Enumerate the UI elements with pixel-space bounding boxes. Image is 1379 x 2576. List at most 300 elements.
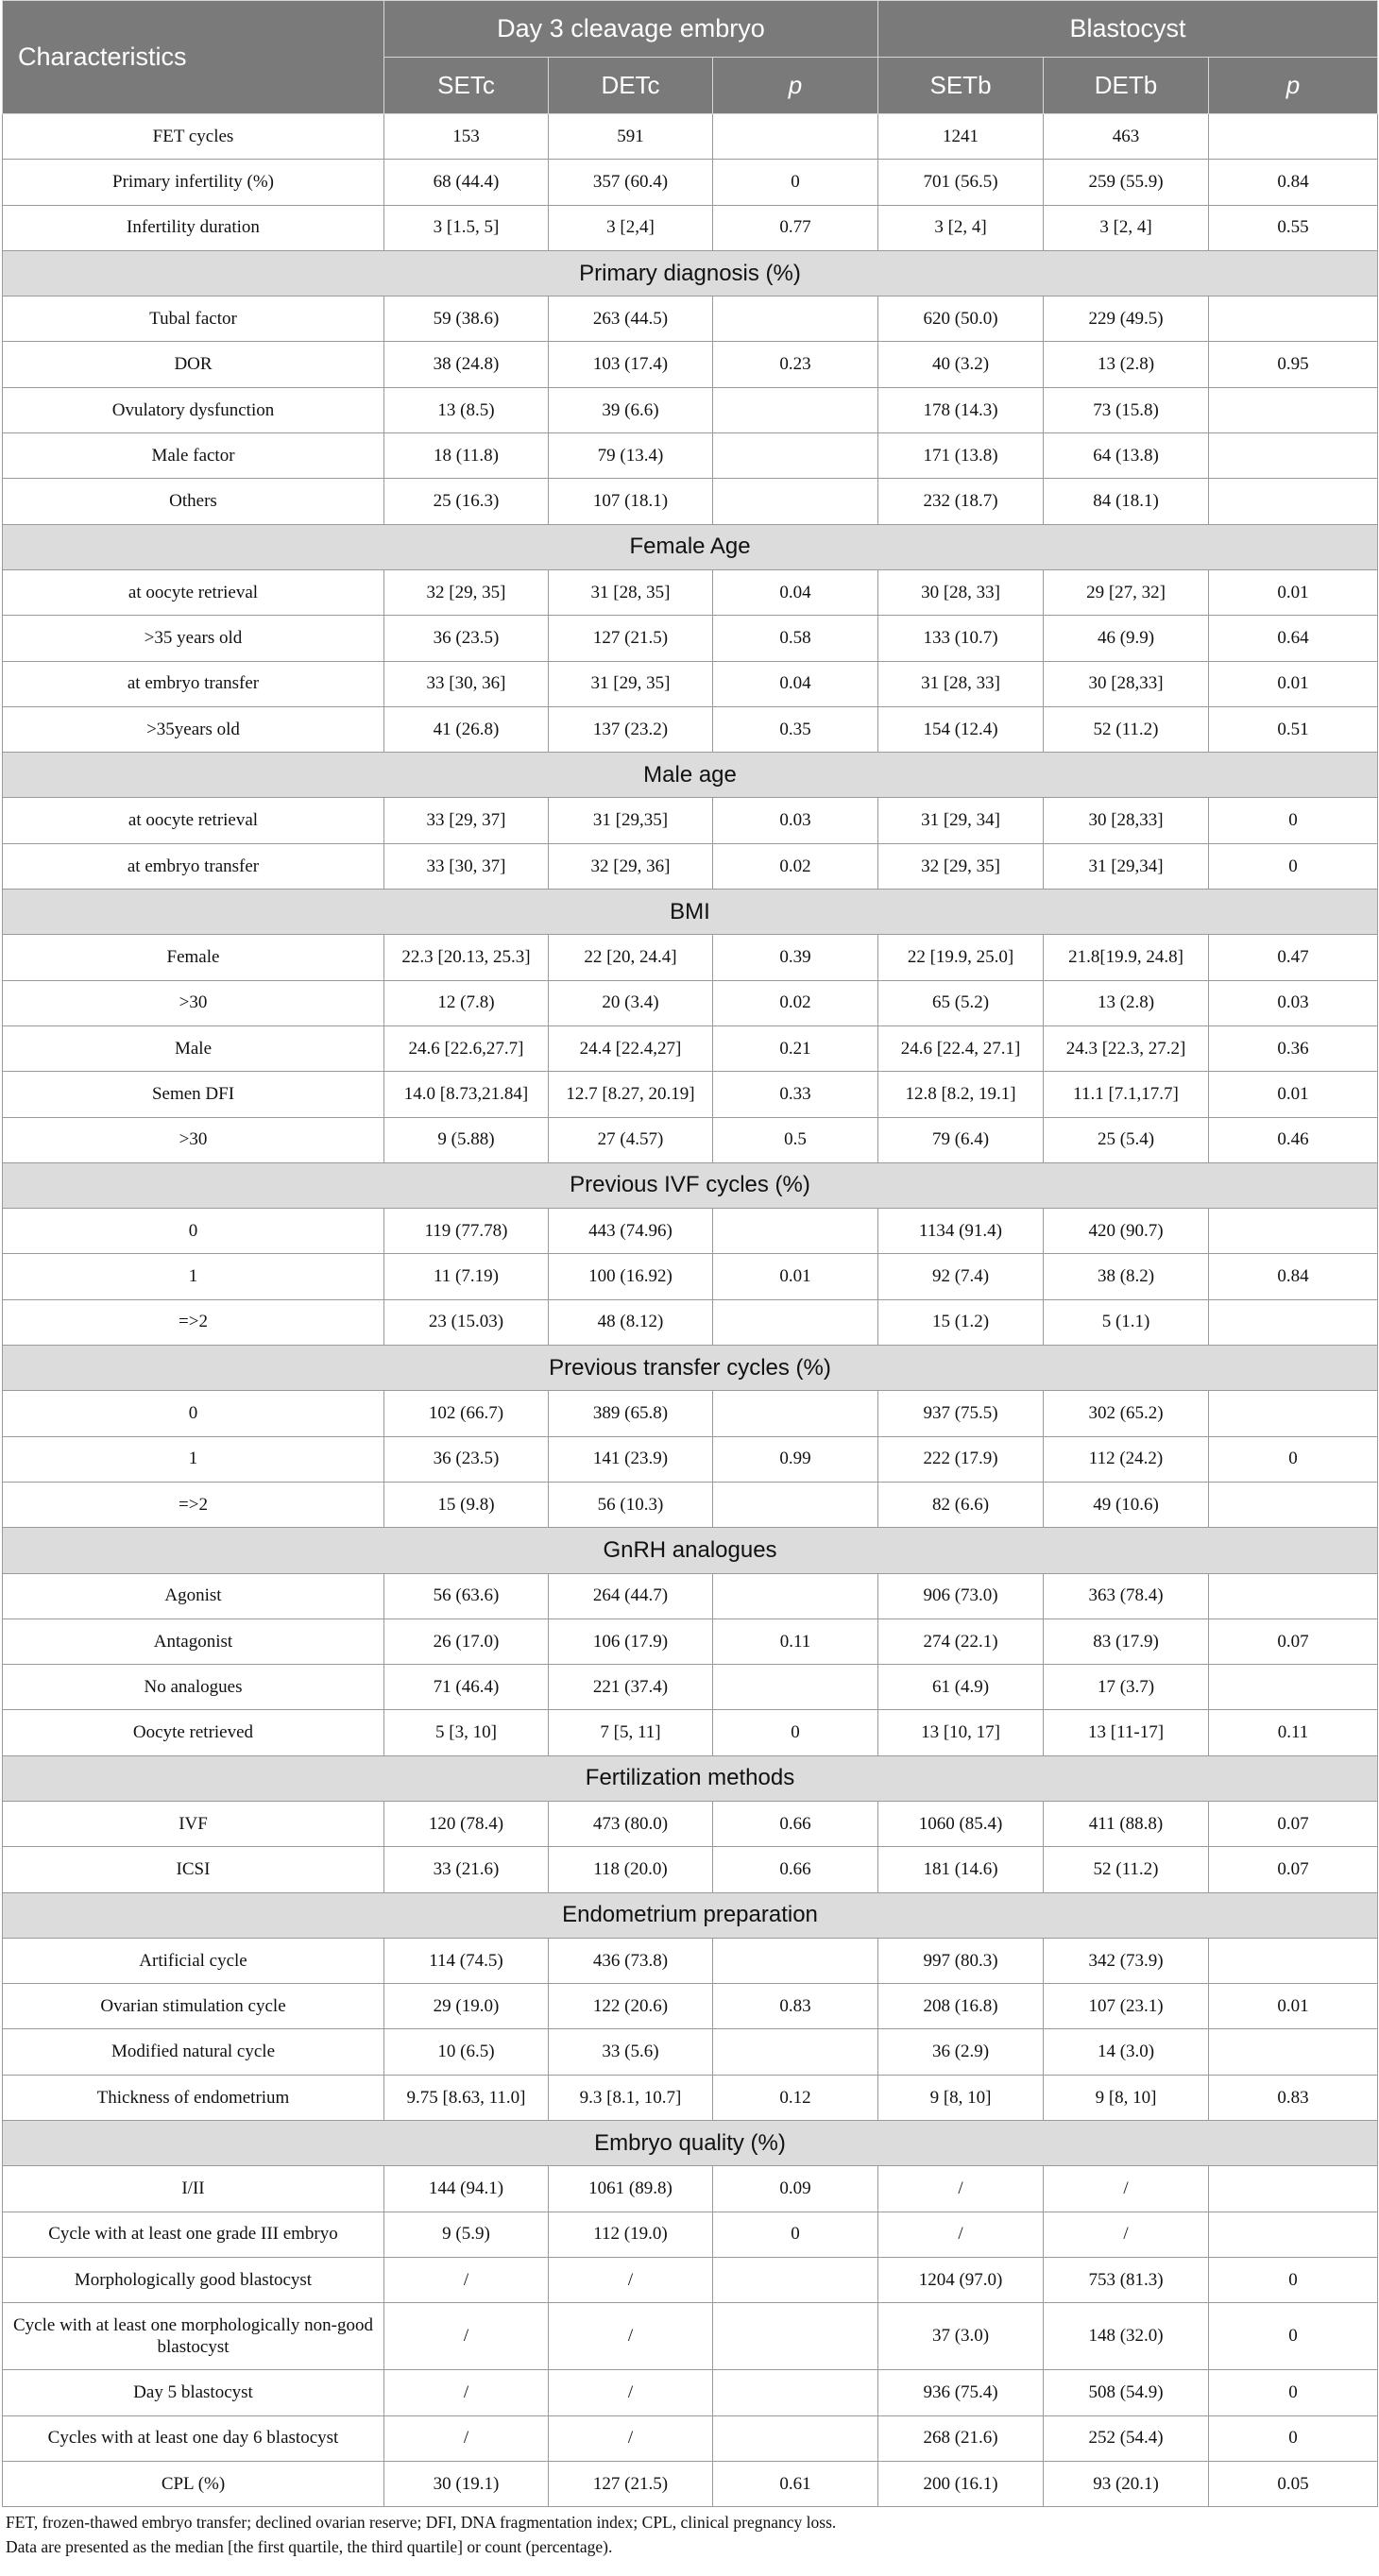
setc-cell: 36 (23.5) <box>384 1436 549 1482</box>
detb-cell: 11.1 [7.1,17.7] <box>1044 1072 1209 1117</box>
p-blastocyst-cell: 0.01 <box>1209 661 1378 706</box>
detb-cell: 46 (9.9) <box>1044 616 1209 661</box>
detc-cell: 20 (3.4) <box>549 980 713 1025</box>
row-label: Primary infertility (%) <box>3 160 384 205</box>
detb-cell: 252 (54.4) <box>1044 2415 1209 2461</box>
setb-cell: 222 (17.9) <box>878 1436 1044 1482</box>
detc-cell: 48 (8.12) <box>549 1299 713 1345</box>
p-cleavage-cell <box>713 1938 878 1983</box>
table-row <box>3 2415 1378 2461</box>
setb-cell: 1060 (85.4) <box>878 1801 1044 1846</box>
detb-cell: 52 (11.2) <box>1044 1847 1209 1892</box>
p-cleavage-cell: 0.02 <box>713 843 878 889</box>
col-header-p-blastocyst: p <box>1209 58 1378 114</box>
table-row <box>3 1710 1378 1755</box>
setc-cell: 29 (19.0) <box>384 1984 549 2029</box>
detc-cell: 31 [28, 35] <box>549 569 713 615</box>
row-label: ICSI <box>3 1847 384 1892</box>
detc-cell: 127 (21.5) <box>549 616 713 661</box>
detc-cell: 1061 (89.8) <box>549 2166 713 2212</box>
detc-cell: 357 (60.4) <box>549 160 713 205</box>
detc-cell: 221 (37.4) <box>549 1665 713 1710</box>
row-label: Thickness of endometrium <box>3 2075 384 2120</box>
setb-cell: 133 (10.7) <box>878 616 1044 661</box>
detc-cell: 112 (19.0) <box>549 2212 713 2257</box>
table-row <box>3 1618 1378 1664</box>
row-label: =>2 <box>3 1482 384 1527</box>
p-blastocyst-cell <box>1209 1209 1378 1254</box>
setc-cell: 153 <box>384 114 549 160</box>
setc-cell: / <box>384 2257 549 2302</box>
footnotes <box>2 2511 1377 2559</box>
setb-cell: 208 (16.8) <box>878 1984 1044 2029</box>
p-blastocyst-cell: 0.01 <box>1209 1984 1378 2029</box>
group-header-blastocyst: Blastocyst <box>878 1 1378 58</box>
p-cleavage-cell: 0.04 <box>713 661 878 706</box>
setc-cell: 24.6 [22.6,27.7] <box>384 1025 549 1071</box>
row-label: Cycles with at least one day 6 blastocyst <box>3 2415 384 2461</box>
detb-cell: 49 (10.6) <box>1044 1482 1209 1527</box>
section-header-row <box>3 1346 1378 1391</box>
row-label: Others <box>3 479 384 524</box>
p-cleavage-cell <box>713 2257 878 2302</box>
table-row <box>3 1801 1378 1846</box>
p-blastocyst-cell: 0 <box>1209 2415 1378 2461</box>
p-cleavage-cell: 0.12 <box>713 2075 878 2120</box>
p-blastocyst-cell <box>1209 2212 1378 2257</box>
p-cleavage-cell: 0.21 <box>713 1025 878 1071</box>
detc-cell: 141 (23.9) <box>549 1436 713 1482</box>
detc-cell: 33 (5.6) <box>549 2029 713 2075</box>
detb-cell: 3 [2, 4] <box>1044 205 1209 250</box>
p-cleavage-cell <box>713 1573 878 1618</box>
section-title: Previous transfer cycles (%) <box>3 1346 1378 1391</box>
p-cleavage-cell: 0.66 <box>713 1847 878 1892</box>
row-label: IVF <box>3 1801 384 1846</box>
p-blastocyst-cell: 0 <box>1209 843 1378 889</box>
row-label: Ovarian stimulation cycle <box>3 1984 384 2029</box>
p-cleavage-cell: 0 <box>713 1710 878 1755</box>
table-row <box>3 1573 1378 1618</box>
setc-cell: 38 (24.8) <box>384 342 549 387</box>
table-row <box>3 2029 1378 2075</box>
table-container <box>2 0 1377 2559</box>
row-label: CPL (%) <box>3 2461 384 2506</box>
table-row <box>3 342 1378 387</box>
setb-cell: 32 [29, 35] <box>878 843 1044 889</box>
detb-cell: 363 (78.4) <box>1044 1573 1209 1618</box>
table-row <box>3 1436 1378 1482</box>
setb-cell: 9 [8, 10] <box>878 2075 1044 2120</box>
footnote-data-format: Data are presented as the median [the first quartile, the third quartile] or count (percentage). <box>6 2536 613 2556</box>
p-cleavage-cell: 0.66 <box>713 1801 878 1846</box>
p-blastocyst-cell: 0.11 <box>1209 1710 1378 1755</box>
col-header-setb: SETb <box>878 58 1044 114</box>
row-label: Artificial cycle <box>3 1938 384 1983</box>
p-blastocyst-cell: 0.05 <box>1209 2461 1378 2506</box>
col-header-detb: DETb <box>1044 58 1209 114</box>
p-blastocyst-cell <box>1209 2029 1378 2075</box>
section-header-row <box>3 890 1378 935</box>
setc-cell: 26 (17.0) <box>384 1618 549 1664</box>
detb-cell: 30 [28,33] <box>1044 661 1209 706</box>
p-cleavage-cell <box>713 1209 878 1254</box>
setb-cell: 620 (50.0) <box>878 297 1044 342</box>
p-cleavage-cell <box>713 1665 878 1710</box>
p-blastocyst-cell <box>1209 297 1378 342</box>
setc-cell: 120 (78.4) <box>384 1801 549 1846</box>
p-cleavage-cell: 0.33 <box>713 1072 878 1117</box>
detc-cell: 27 (4.57) <box>549 1117 713 1162</box>
setb-cell: 1134 (91.4) <box>878 1209 1044 1254</box>
setb-cell: 200 (16.1) <box>878 2461 1044 2506</box>
setb-cell: 274 (22.1) <box>878 1618 1044 1664</box>
setc-cell: 13 (8.5) <box>384 387 549 432</box>
detb-cell: 24.3 [22.3, 27.2] <box>1044 1025 1209 1071</box>
section-title: GnRH analogues <box>3 1528 1378 1573</box>
p-cleavage-cell: 0.01 <box>713 1254 878 1299</box>
row-label: at oocyte retrieval <box>3 569 384 615</box>
setc-cell: 9 (5.9) <box>384 2212 549 2257</box>
p-cleavage-cell <box>713 433 878 479</box>
setb-cell: 37 (3.0) <box>878 2303 1044 2370</box>
detb-cell: 508 (54.9) <box>1044 2370 1209 2415</box>
detb-cell: 148 (32.0) <box>1044 2303 1209 2370</box>
row-label: Antagonist <box>3 1618 384 1664</box>
table-body <box>3 114 1378 2507</box>
detb-cell: 5 (1.1) <box>1044 1299 1209 1345</box>
setb-cell: 936 (75.4) <box>878 2370 1044 2415</box>
row-label: I/II <box>3 2166 384 2212</box>
detc-cell: 24.4 [22.4,27] <box>549 1025 713 1071</box>
detc-cell: 106 (17.9) <box>549 1618 713 1664</box>
detc-cell: 12.7 [8.27, 20.19] <box>549 1072 713 1117</box>
section-header-row <box>3 2121 1378 2166</box>
p-blastocyst-cell: 0.84 <box>1209 160 1378 205</box>
row-label: at oocyte retrieval <box>3 798 384 843</box>
characteristics-header: Characteristics <box>3 1 384 114</box>
section-header-row <box>3 1892 1378 1938</box>
p-blastocyst-cell: 0.64 <box>1209 616 1378 661</box>
detb-cell: 25 (5.4) <box>1044 1117 1209 1162</box>
p-blastocyst-cell: 0 <box>1209 2303 1378 2370</box>
p-blastocyst-cell: 0 <box>1209 798 1378 843</box>
section-title: Endometrium preparation <box>3 1892 1378 1938</box>
p-cleavage-cell <box>713 1299 878 1345</box>
p-cleavage-cell: 0.58 <box>713 616 878 661</box>
p-blastocyst-cell <box>1209 1573 1378 1618</box>
setb-cell: 30 [28, 33] <box>878 569 1044 615</box>
section-title: BMI <box>3 890 1378 935</box>
section-title: Previous IVF cycles (%) <box>3 1162 1378 1208</box>
detb-cell: 29 [27, 32] <box>1044 569 1209 615</box>
setb-cell: 906 (73.0) <box>878 1573 1044 1618</box>
table-row <box>3 2303 1378 2370</box>
table-row <box>3 569 1378 615</box>
row-label: >30 <box>3 980 384 1025</box>
table-row <box>3 1072 1378 1117</box>
p-cleavage-cell: 0.04 <box>713 569 878 615</box>
setb-cell: 12.8 [8.2, 19.1] <box>878 1072 1044 1117</box>
table-row <box>3 1847 1378 1892</box>
detb-cell: / <box>1044 2212 1209 2257</box>
detc-cell: 100 (16.92) <box>549 1254 713 1299</box>
setb-cell: 701 (56.5) <box>878 160 1044 205</box>
detb-cell: 73 (15.8) <box>1044 387 1209 432</box>
setc-cell: 33 [30, 36] <box>384 661 549 706</box>
table-row <box>3 2370 1378 2415</box>
row-label: 1 <box>3 1254 384 1299</box>
detc-cell: / <box>549 2415 713 2461</box>
footnote-abbreviations: FET, frozen-thawed embryo transfer; declined ovarian reserve; DFI, DNA fragmentation index; CPL, clinical pregnancy loss. <box>6 2513 837 2533</box>
detb-cell: 13 (2.8) <box>1044 342 1209 387</box>
row-label: Cycle with at least one morphologically non-good blastocyst <box>3 2303 384 2370</box>
detb-cell: 38 (8.2) <box>1044 1254 1209 1299</box>
detc-cell: 32 [29, 36] <box>549 843 713 889</box>
col-header-setc: SETc <box>384 58 549 114</box>
row-label: Day 5 blastocyst <box>3 2370 384 2415</box>
detb-cell: 302 (65.2) <box>1044 1391 1209 1436</box>
setc-cell: 114 (74.5) <box>384 1938 549 1983</box>
section-header-row <box>3 1528 1378 1573</box>
setb-cell: 24.6 [22.4, 27.1] <box>878 1025 1044 1071</box>
row-label: Modified natural cycle <box>3 2029 384 2075</box>
table-row <box>3 1209 1378 1254</box>
setb-cell: 1241 <box>878 114 1044 160</box>
setb-cell: 92 (7.4) <box>878 1254 1044 1299</box>
table-row <box>3 205 1378 250</box>
table-header <box>3 1 1378 114</box>
p-blastocyst-cell <box>1209 479 1378 524</box>
setb-cell: 65 (5.2) <box>878 980 1044 1025</box>
detc-cell: 118 (20.0) <box>549 1847 713 1892</box>
setc-cell: 144 (94.1) <box>384 2166 549 2212</box>
detb-cell: 17 (3.7) <box>1044 1665 1209 1710</box>
setc-cell: 23 (15.03) <box>384 1299 549 1345</box>
setb-cell: 268 (21.6) <box>878 2415 1044 2461</box>
setb-cell: 13 [10, 17] <box>878 1710 1044 1755</box>
setc-cell: 56 (63.6) <box>384 1573 549 1618</box>
setc-cell: 119 (77.78) <box>384 1209 549 1254</box>
setb-cell: 36 (2.9) <box>878 2029 1044 2075</box>
detb-cell: 31 [29,34] <box>1044 843 1209 889</box>
setc-cell: 71 (46.4) <box>384 1665 549 1710</box>
setc-cell: 33 (21.6) <box>384 1847 549 1892</box>
setc-cell: 102 (66.7) <box>384 1391 549 1436</box>
setb-cell: 15 (1.2) <box>878 1299 1044 1345</box>
row-label: FET cycles <box>3 114 384 160</box>
p-blastocyst-cell <box>1209 1665 1378 1710</box>
detc-cell: 9.3 [8.1, 10.7] <box>549 2075 713 2120</box>
setb-cell: 3 [2, 4] <box>878 205 1044 250</box>
table-row <box>3 1117 1378 1162</box>
setc-cell: 59 (38.6) <box>384 297 549 342</box>
p-blastocyst-cell: 0.01 <box>1209 1072 1378 1117</box>
detc-cell: 436 (73.8) <box>549 1938 713 1983</box>
table-row <box>3 935 1378 980</box>
setc-cell: 68 (44.4) <box>384 160 549 205</box>
setb-cell: 997 (80.3) <box>878 1938 1044 1983</box>
table-row <box>3 479 1378 524</box>
table-row <box>3 2075 1378 2120</box>
detb-cell: 84 (18.1) <box>1044 479 1209 524</box>
table-row <box>3 706 1378 752</box>
setc-cell: 33 [30, 37] <box>384 843 549 889</box>
p-blastocyst-cell: 0.95 <box>1209 342 1378 387</box>
p-blastocyst-cell: 0.84 <box>1209 1254 1378 1299</box>
detb-cell: 13 [11-17] <box>1044 1710 1209 1755</box>
detc-cell: 122 (20.6) <box>549 1984 713 2029</box>
row-label: Male factor <box>3 433 384 479</box>
setc-cell: 9 (5.88) <box>384 1117 549 1162</box>
detb-cell: 229 (49.5) <box>1044 297 1209 342</box>
detc-cell: 103 (17.4) <box>549 342 713 387</box>
setb-cell: / <box>878 2212 1044 2257</box>
detb-cell: 21.8[19.9, 24.8] <box>1044 935 1209 980</box>
row-label: No analogues <box>3 1665 384 1710</box>
setc-cell: 18 (11.8) <box>384 433 549 479</box>
setc-cell: 10 (6.5) <box>384 2029 549 2075</box>
setc-cell: 9.75 [8.63, 11.0] <box>384 2075 549 2120</box>
setc-cell: 22.3 [20.13, 25.3] <box>384 935 549 980</box>
row-label: Oocyte retrieved <box>3 1710 384 1755</box>
row-label: at embryo transfer <box>3 661 384 706</box>
p-blastocyst-cell: 0.46 <box>1209 1117 1378 1162</box>
detb-cell: 259 (55.9) <box>1044 160 1209 205</box>
p-blastocyst-cell <box>1209 1299 1378 1345</box>
row-label: at embryo transfer <box>3 843 384 889</box>
table-row <box>3 160 1378 205</box>
col-header-p-cleavage: p <box>713 58 878 114</box>
detb-cell: 14 (3.0) <box>1044 2029 1209 2075</box>
p-cleavage-cell <box>713 387 878 432</box>
setb-cell: 82 (6.6) <box>878 1482 1044 1527</box>
section-header-row <box>3 753 1378 798</box>
p-cleavage-cell <box>713 114 878 160</box>
detc-cell: / <box>549 2303 713 2370</box>
row-label: DOR <box>3 342 384 387</box>
detc-cell: 127 (21.5) <box>549 2461 713 2506</box>
section-header-row <box>3 250 1378 296</box>
setc-cell: 14.0 [8.73,21.84] <box>384 1072 549 1117</box>
row-label: >35 years old <box>3 616 384 661</box>
detb-cell: 93 (20.1) <box>1044 2461 1209 2506</box>
detb-cell: 107 (23.1) <box>1044 1984 1209 2029</box>
table-row <box>3 1025 1378 1071</box>
p-blastocyst-cell: 0.07 <box>1209 1801 1378 1846</box>
p-blastocyst-cell: 0 <box>1209 2370 1378 2415</box>
p-blastocyst-cell: 0.07 <box>1209 1618 1378 1664</box>
setc-cell: / <box>384 2370 549 2415</box>
p-blastocyst-cell <box>1209 433 1378 479</box>
table-row <box>3 616 1378 661</box>
characteristics-table <box>2 0 1378 2507</box>
p-cleavage-cell <box>713 297 878 342</box>
table-row <box>3 1254 1378 1299</box>
p-blastocyst-cell: 0.47 <box>1209 935 1378 980</box>
table-row <box>3 433 1378 479</box>
detb-cell: 463 <box>1044 114 1209 160</box>
detc-cell: 31 [29,35] <box>549 798 713 843</box>
setc-cell: 5 [3, 10] <box>384 1710 549 1755</box>
setc-cell: 11 (7.19) <box>384 1254 549 1299</box>
p-blastocyst-cell <box>1209 2166 1378 2212</box>
setc-cell: / <box>384 2303 549 2370</box>
detb-cell: 13 (2.8) <box>1044 980 1209 1025</box>
table-row <box>3 2212 1378 2257</box>
detc-cell: 31 [29, 35] <box>549 661 713 706</box>
setb-cell: 181 (14.6) <box>878 1847 1044 1892</box>
p-cleavage-cell <box>713 2303 878 2370</box>
row-label: Male <box>3 1025 384 1071</box>
setb-cell: 22 [19.9, 25.0] <box>878 935 1044 980</box>
detb-cell: 420 (90.7) <box>1044 1209 1209 1254</box>
table-row <box>3 1984 1378 2029</box>
detc-cell: 107 (18.1) <box>549 479 713 524</box>
row-label: >35years old <box>3 706 384 752</box>
detc-cell: 79 (13.4) <box>549 433 713 479</box>
p-cleavage-cell: 0.03 <box>713 798 878 843</box>
p-blastocyst-cell: 0.01 <box>1209 569 1378 615</box>
p-cleavage-cell: 0.23 <box>713 342 878 387</box>
detc-cell: 443 (74.96) <box>549 1209 713 1254</box>
p-cleavage-cell: 0.61 <box>713 2461 878 2506</box>
row-label: Ovulatory dysfunction <box>3 387 384 432</box>
setc-cell: 30 (19.1) <box>384 2461 549 2506</box>
table-row <box>3 1938 1378 1983</box>
setb-cell: / <box>878 2166 1044 2212</box>
table-row <box>3 2257 1378 2302</box>
detc-cell: 137 (23.2) <box>549 706 713 752</box>
row-label: 0 <box>3 1391 384 1436</box>
detc-cell: 22 [20, 24.4] <box>549 935 713 980</box>
p-blastocyst-cell: 0.03 <box>1209 980 1378 1025</box>
detb-cell: 52 (11.2) <box>1044 706 1209 752</box>
table-row <box>3 843 1378 889</box>
section-header-row <box>3 1162 1378 1208</box>
p-blastocyst-cell <box>1209 387 1378 432</box>
table-row <box>3 661 1378 706</box>
p-blastocyst-cell <box>1209 114 1378 160</box>
p-blastocyst-cell <box>1209 1391 1378 1436</box>
p-cleavage-cell: 0.99 <box>713 1436 878 1482</box>
p-blastocyst-cell: 0.51 <box>1209 706 1378 752</box>
section-header-row <box>3 524 1378 569</box>
table-row <box>3 297 1378 342</box>
p-cleavage-cell <box>713 2370 878 2415</box>
p-cleavage-cell: 0 <box>713 2212 878 2257</box>
table-row <box>3 387 1378 432</box>
detb-cell: / <box>1044 2166 1209 2212</box>
col-header-detc: DETc <box>549 58 713 114</box>
p-cleavage-cell <box>713 1391 878 1436</box>
section-title: Male age <box>3 753 1378 798</box>
setb-cell: 937 (75.5) <box>878 1391 1044 1436</box>
group-header-cleavage: Day 3 cleavage embryo <box>384 1 878 58</box>
setc-cell: 3 [1.5, 5] <box>384 205 549 250</box>
detc-cell: 591 <box>549 114 713 160</box>
setc-cell: 36 (23.5) <box>384 616 549 661</box>
setb-cell: 154 (12.4) <box>878 706 1044 752</box>
setc-cell: / <box>384 2415 549 2461</box>
setb-cell: 178 (14.3) <box>878 387 1044 432</box>
section-header-row <box>3 1755 1378 1801</box>
row-label: Female <box>3 935 384 980</box>
detb-cell: 342 (73.9) <box>1044 1938 1209 1983</box>
p-cleavage-cell <box>713 479 878 524</box>
row-label: Semen DFI <box>3 1072 384 1117</box>
setb-cell: 79 (6.4) <box>878 1117 1044 1162</box>
